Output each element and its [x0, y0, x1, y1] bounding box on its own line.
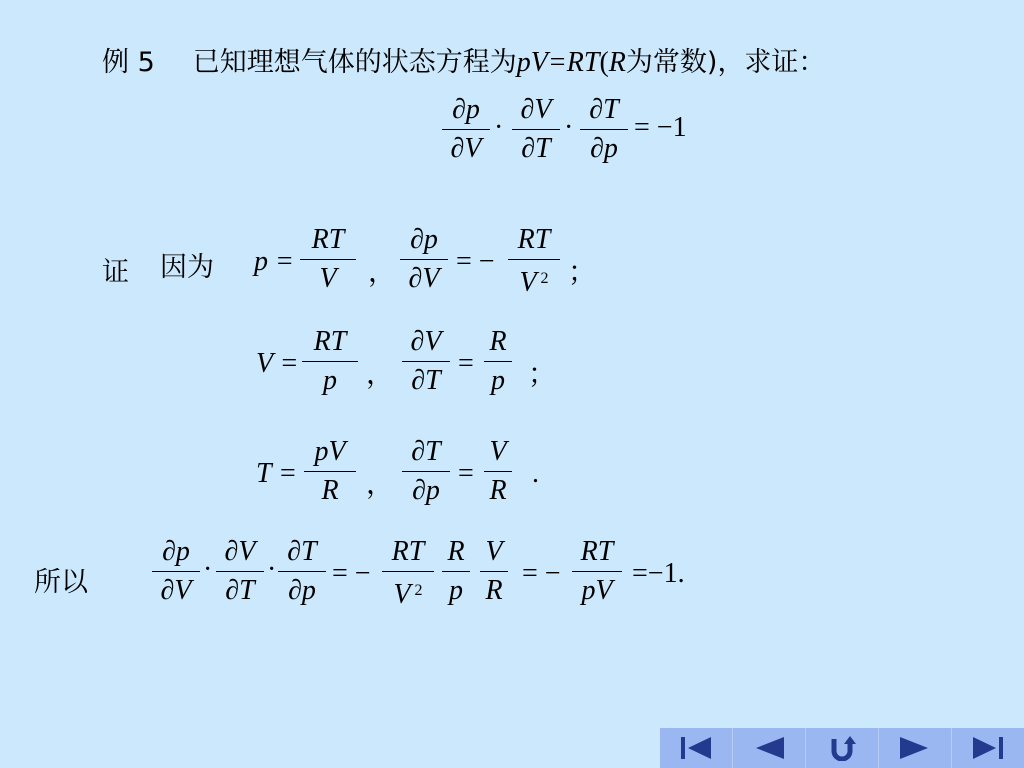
- semicolon: ；: [528, 359, 557, 390]
- dot-operator: ·: [203, 554, 213, 585]
- line1-fraction-3: RT V $^2$: [508, 222, 560, 301]
- semicolon: ；: [568, 257, 597, 288]
- paren-text: 为常数): [625, 47, 718, 78]
- conclusion-label: 所以: [34, 567, 88, 598]
- problem-statement: [102, 40, 825, 80]
- statement-text: 已知理想气体的状态方程为: [192, 47, 517, 78]
- last-slide-icon: [971, 735, 1005, 761]
- because-label: 因为: [160, 252, 214, 283]
- previous-slide-icon: [752, 735, 786, 761]
- dot-operator: ·: [494, 112, 504, 143]
- conclusion-fraction-2: ∂V ∂T: [216, 534, 264, 609]
- line1-fraction-1: RT V: [300, 222, 356, 297]
- comma: ，: [368, 257, 397, 288]
- state-equation: pV=RT: [516, 47, 600, 78]
- line3-fraction-1: pV R: [304, 434, 356, 509]
- line2-fraction-2: ∂V ∂T: [402, 324, 450, 399]
- claim-fraction-2: ∂V ∂T: [512, 92, 560, 167]
- line3-fraction-2: ∂T ∂p: [402, 434, 450, 509]
- line2-equals: =: [458, 348, 474, 379]
- conclusion-fraction-5: R p: [442, 534, 470, 609]
- claim-fraction-1: ∂p ∂V: [442, 92, 490, 167]
- proof-label: 证: [102, 257, 129, 288]
- last-slide-button[interactable]: [951, 728, 1024, 768]
- first-slide-button[interactable]: [660, 728, 732, 768]
- next-slide-button[interactable]: [878, 728, 951, 768]
- conclusion-result: =−1.: [632, 558, 685, 589]
- line3-lhs: T =: [256, 458, 297, 489]
- previous-slide-button[interactable]: [732, 728, 805, 768]
- conclusion-fraction-1: ∂p ∂V: [152, 534, 200, 609]
- conclusion-fraction-7: RT pV: [572, 534, 622, 609]
- statement-suffix: ，求证：: [717, 47, 826, 78]
- comma: ，: [366, 469, 395, 500]
- claim-fraction-3: ∂T ∂p: [580, 92, 628, 167]
- return-icon: [827, 735, 857, 761]
- line2-lhs: V =: [256, 348, 299, 379]
- slide-navigation-bar: [660, 728, 1024, 768]
- conclusion-equals-1: = −: [332, 558, 371, 589]
- line1-equals: = −: [456, 246, 495, 277]
- claim-rhs: = −1: [634, 112, 687, 143]
- period: .: [532, 458, 539, 489]
- line1-fraction-2: ∂p ∂V: [400, 222, 448, 297]
- conclusion-fraction-3: ∂T ∂p: [278, 534, 326, 609]
- dot-operator: ·: [267, 554, 277, 585]
- line2-fraction-1: RT p: [302, 324, 358, 399]
- next-slide-icon: [898, 735, 932, 761]
- line3-equals: =: [458, 458, 474, 489]
- line2-fraction-3: R p: [484, 324, 512, 399]
- example-label: 例 5: [102, 47, 155, 78]
- comma: ，: [366, 359, 395, 390]
- return-button[interactable]: [805, 728, 878, 768]
- paren-variable: R: [608, 47, 626, 78]
- conclusion-equals-2: = −: [522, 558, 561, 589]
- dot-operator: ·: [564, 112, 574, 143]
- conclusion-fraction-4: RT V $^2$: [382, 534, 434, 613]
- line3-fraction-3: V R: [484, 434, 512, 509]
- line1-lhs: p =: [254, 246, 294, 277]
- paren-open: (: [599, 47, 609, 78]
- conclusion-fraction-6: V R: [480, 534, 508, 609]
- first-slide-icon: [679, 735, 713, 761]
